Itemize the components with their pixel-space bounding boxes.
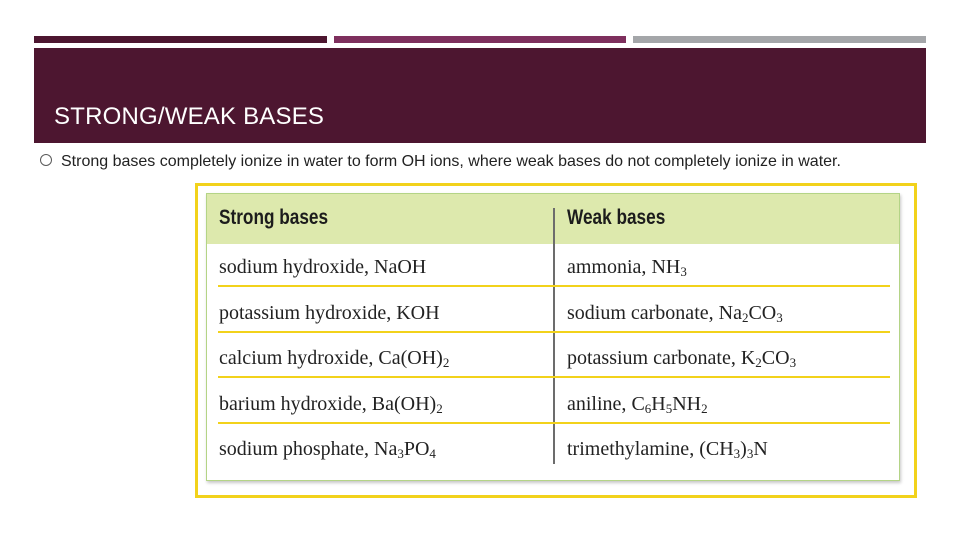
strong-base-cell xyxy=(219,347,449,370)
bullet-item xyxy=(40,151,900,172)
formula-subscript: 2 xyxy=(701,400,708,416)
strong-base-cell xyxy=(219,438,436,461)
weak-base-cell xyxy=(567,256,687,279)
formula-part: Na xyxy=(718,301,742,324)
formula-part: Ba(OH) xyxy=(371,392,437,415)
weak-base-cell xyxy=(567,347,796,370)
strong-base-cell xyxy=(219,256,426,279)
formula-part: Na xyxy=(374,438,398,460)
formula-part: Ca(OH) xyxy=(378,347,443,369)
formula-part: N xyxy=(753,438,768,460)
row-separator xyxy=(218,285,890,287)
slide-title: STRONG/WEAK BASES xyxy=(54,103,325,130)
compound-name: sodium carbonate, xyxy=(567,301,719,324)
formula-subscript: 4 xyxy=(429,446,436,461)
row-separator xyxy=(218,331,890,333)
header-strong-bases: Strong bases xyxy=(219,206,329,229)
compound-name: potassium hydroxide, xyxy=(219,301,397,324)
formula-subscript: 3 xyxy=(789,355,797,370)
formula-subscript: 2 xyxy=(755,355,762,370)
accent-bar-middle xyxy=(334,36,626,43)
compound-name: sodium hydroxide, xyxy=(219,256,374,278)
compound-name: aniline, xyxy=(567,392,632,415)
formula-part: PO xyxy=(403,438,430,460)
title-band xyxy=(34,48,926,143)
formula-subscript: 2 xyxy=(741,309,749,325)
column-divider xyxy=(553,208,555,464)
compound-name: trimethylamine, xyxy=(567,438,700,460)
strong-base-cell xyxy=(219,393,443,416)
row-separator xyxy=(218,422,890,424)
formula-part: (CH xyxy=(699,438,734,460)
row-separator xyxy=(218,376,890,378)
formula-subscript: 6 xyxy=(644,400,652,416)
formula-subscript: 3 xyxy=(680,264,687,279)
formula-part: NH xyxy=(672,392,702,415)
accent-bar-left xyxy=(34,36,327,43)
formula-part: NH xyxy=(651,256,681,278)
formula-part: CO xyxy=(748,301,777,324)
formula-subscript: 3 xyxy=(397,446,404,461)
weak-base-cell xyxy=(567,302,783,325)
formula-part: NaOH xyxy=(374,256,427,278)
formula-part: H xyxy=(651,392,666,415)
formula-part: CO xyxy=(761,347,790,369)
weak-base-cell xyxy=(567,438,768,461)
compound-name: ammonia, xyxy=(567,256,652,278)
bases-table xyxy=(206,193,900,481)
formula-part: KOH xyxy=(396,301,440,324)
compound-name: sodium phosphate, xyxy=(219,438,374,460)
compound-name: barium hydroxide, xyxy=(219,392,372,415)
formula-subscript: 3 xyxy=(733,446,741,461)
strong-base-cell xyxy=(219,302,440,325)
compound-name: calcium hydroxide, xyxy=(219,347,379,369)
formula-subscript: 2 xyxy=(442,355,450,370)
formula-part: C xyxy=(631,392,645,415)
accent-bar-right xyxy=(633,36,926,43)
hollow-circle-bullet-icon xyxy=(40,154,52,166)
formula-subscript: 5 xyxy=(665,400,673,416)
bases-table-frame xyxy=(195,183,917,498)
compound-name: potassium carbonate, xyxy=(567,347,741,369)
formula-part: K xyxy=(740,347,756,369)
formula-subscript: 3 xyxy=(746,446,754,461)
header-weak-bases: Weak bases xyxy=(567,206,666,229)
formula-part: ) xyxy=(740,438,747,460)
weak-base-cell xyxy=(567,393,708,416)
bullet-text: Strong bases completely ionize in water to form OH ions, where weak bases do not completely ionize in water. xyxy=(61,153,841,170)
formula-subscript: 2 xyxy=(436,400,443,416)
formula-subscript: 3 xyxy=(776,309,783,325)
